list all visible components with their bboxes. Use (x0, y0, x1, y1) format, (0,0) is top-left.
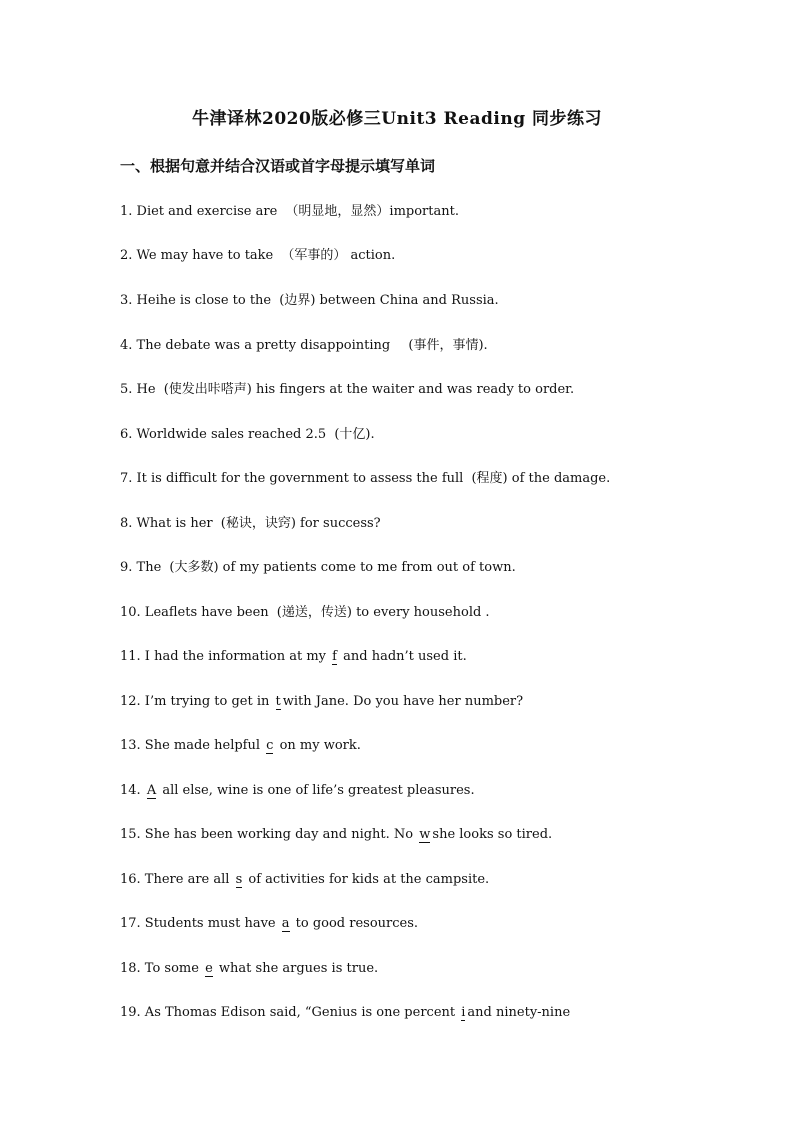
question-text-before: 10. Leaflets have been (120, 605, 273, 620)
question-17 (120, 914, 680, 934)
section-heading: 一、根据句意并结合汉语或首字母提示填写单词 (120, 157, 436, 175)
question-text-after: all else, wine is one of life’s greatest pleasures. (158, 783, 475, 798)
question-text-before: 3. Heihe is close to the (120, 293, 276, 308)
page-title: 牛津译林2020版必修三Unit3 Reading 同步练习 (191, 109, 603, 129)
question-text-before: 14. (120, 783, 145, 798)
question-16 (120, 870, 680, 890)
question-text-before: 16. There are all (120, 872, 234, 887)
question-text-after: with Jane. Do you have her number? (282, 694, 524, 709)
question-6 (120, 425, 680, 445)
question-text-after: (递送，传送) to every household . (276, 605, 490, 620)
question-text-after: on my work. (275, 738, 361, 753)
answer-blank[interactable]: c (266, 738, 274, 753)
answer-blank[interactable]: s (235, 872, 243, 887)
question-text-before: 15. She has been working day and night. No (120, 827, 418, 842)
question-text-after: and ninety-nine (467, 1005, 571, 1020)
question-text-before: 4. The debate was a pretty disappointing (120, 338, 395, 353)
question-text-after: (秘诀，诀窍) for success? (220, 516, 381, 531)
question-text-after: and hadn’t used it. (338, 649, 467, 664)
question-14 (120, 781, 680, 801)
answer-blank[interactable]: f (332, 649, 337, 664)
question-7 (120, 469, 680, 489)
answer-blank[interactable]: i (461, 1005, 466, 1020)
question-text-before: 18. To some (120, 961, 204, 976)
question-text-before: 5. He (120, 382, 160, 397)
question-10 (120, 603, 680, 623)
answer-blank[interactable]: e (205, 961, 213, 976)
question-text-before: 19. As Thomas Edison said, “Genius is one percent (120, 1005, 460, 1020)
question-text-before: 12. I’m trying to get in (120, 694, 274, 709)
question-text-before: 11. I had the information at my (120, 649, 331, 664)
question-3 (120, 291, 680, 311)
question-text-before: 13. She made helpful (120, 738, 265, 753)
question-text-before: 9. The (120, 560, 166, 575)
question-text-after: what she argues is true. (214, 961, 379, 976)
question-1 (120, 202, 680, 222)
question-text-after: of activities for kids at the campsite. (244, 872, 490, 887)
question-2 (120, 246, 680, 266)
answer-blank[interactable]: w (419, 827, 431, 842)
question-text-before: 1. Diet and exercise are (120, 204, 282, 219)
question-12 (120, 692, 680, 712)
question-text-before: 7. It is difficult for the government to assess the full (120, 471, 468, 486)
question-text-before: 2. We may have to take (120, 248, 278, 263)
question-text-after: (事件，事情). (408, 338, 488, 353)
question-13 (120, 736, 680, 756)
question-11 (120, 647, 680, 667)
question-text-after: （明显地，显然）important. (285, 204, 459, 219)
question-8 (120, 514, 680, 534)
question-text-after: (大多数) of my patients come to me from out of town. (169, 560, 516, 575)
question-15 (120, 825, 680, 845)
question-text-after: (十亿). (334, 427, 375, 442)
question-text-after: (程度) of the damage. (471, 471, 611, 486)
question-text-before: 17. Students must have (120, 916, 280, 931)
question-text-after: to good resources. (291, 916, 419, 931)
question-5 (120, 380, 680, 400)
question-19 (120, 1003, 680, 1023)
question-text-after: (使发出咔嗒声) his fingers at the waiter and was ready to order. (163, 382, 575, 397)
question-9 (120, 558, 680, 578)
question-text-after: (边界) between China and Russia. (279, 293, 499, 308)
question-text-after: （军事的） action. (281, 248, 396, 263)
question-text-before: 6. Worldwide sales reached 2.5 (120, 427, 331, 442)
question-text-after: she looks so tired. (432, 827, 553, 842)
question-4 (120, 336, 680, 356)
answer-blank[interactable]: t (275, 694, 281, 709)
question-18 (120, 959, 680, 979)
answer-blank[interactable]: A (146, 783, 157, 798)
question-text-before: 8. What is her (120, 516, 217, 531)
answer-blank[interactable]: a (281, 916, 290, 931)
